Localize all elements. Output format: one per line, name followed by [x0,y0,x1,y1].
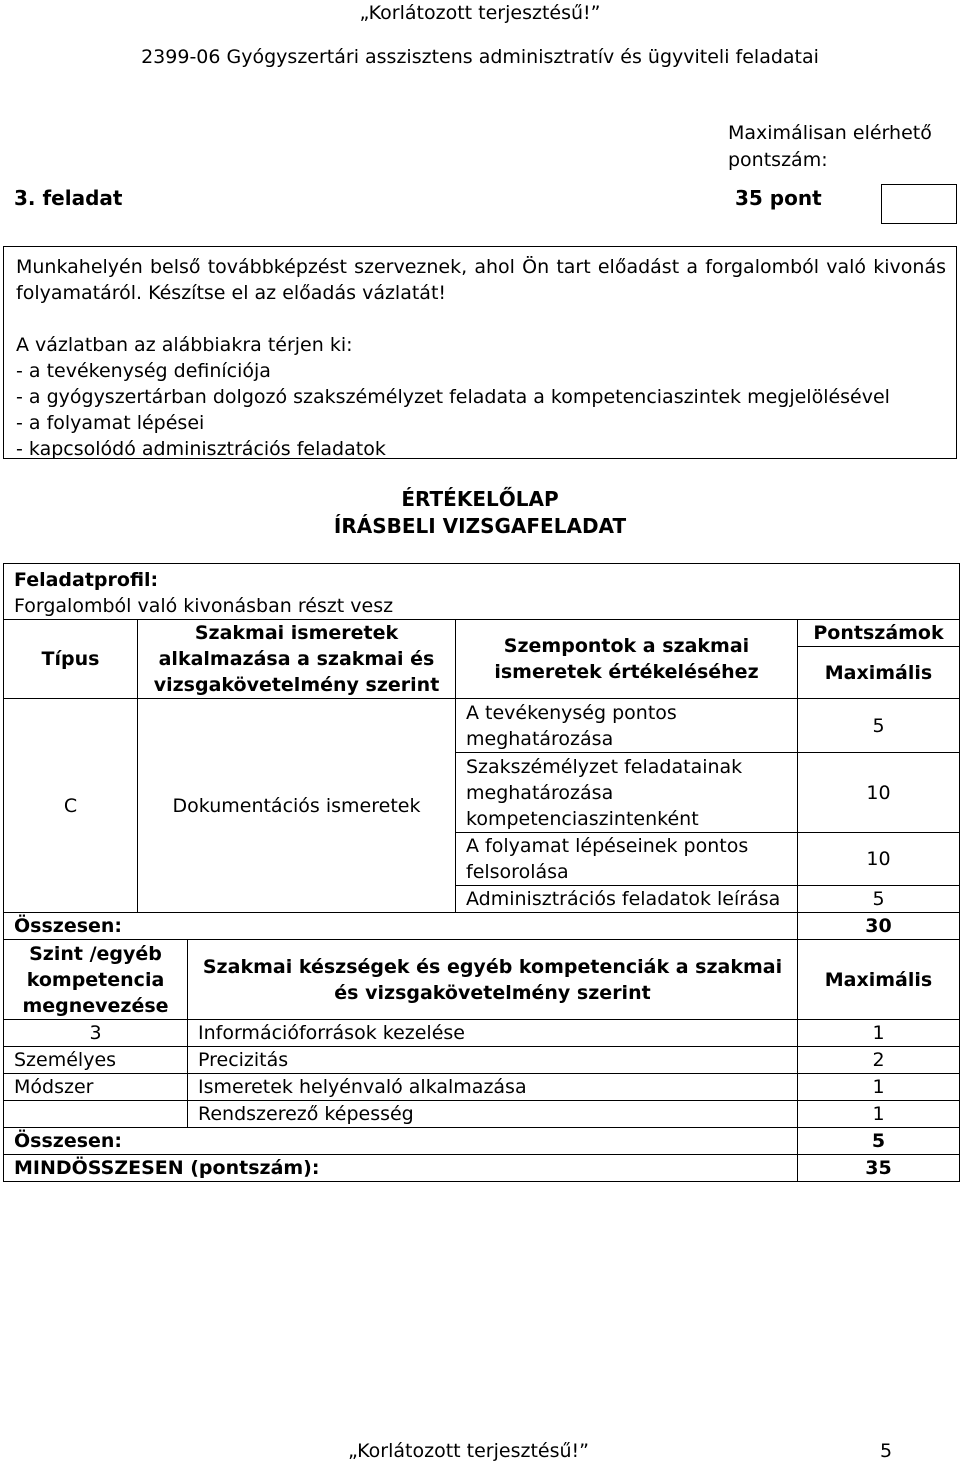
task-list-item: - a folyamat lépései [16,412,205,434]
col-skills-header: Szakmai készségek és egyéb kompetenciák a szakmai és vizsgakövetelmény szerint [188,940,798,1020]
grand-total-value: 35 [798,1155,960,1182]
task-list [16,332,956,462]
skill-level: 3 [4,1020,188,1047]
skill-points: 1 [798,1101,960,1128]
task-list-item: - a gyógyszertárban dolgozó szakszémélyzet feladata a kompetenciaszintek megjelölésével [16,386,890,408]
col-knowledge-header: Szakmai ismeretek alkalmazása a szakmai és vizsgakövetelmény szerint [138,620,456,699]
skill-name: Precizitás [188,1047,798,1074]
task-description: Munkahelyén belső továbbképzést szerveznek, ahol Ön tart előadást a forgalomból való kivonás folyamatáról. Készítse el az előadás vázlatát! [16,256,946,304]
col-points-header: Pontszámok [798,620,960,647]
task-points: 35 pont [735,186,822,210]
col-max-header: Maximális [798,647,960,699]
page-number: 5 [880,1440,893,1462]
task-list-item: - a tevékenység definíciója [16,360,271,382]
evaluation-title-line1: ÉRTÉKELŐLAP [401,487,559,511]
skill-name: Rendszerező képesség [188,1101,798,1128]
criteria-points: 5 [798,699,960,753]
header-subtitle: 2399-06 Gyógyszertári asszisztens adminisztratív és ügyviteli feladatai [141,46,819,68]
criteria-points: 5 [798,886,960,913]
skill-name: Információforrások kezelése [188,1020,798,1047]
skill-points: 1 [798,1020,960,1047]
evaluation-title [0,486,960,540]
skill-points: 1 [798,1074,960,1101]
profile-label: Feladatprofil: [14,569,159,591]
knowledge-value: Dokumentációs ismeretek [138,699,456,913]
task-list-item: - kapcsolódó adminisztrációs feladatok [16,438,386,460]
subtotal2-value: 5 [798,1128,960,1155]
max-points-label-line2: pontszám: [728,149,828,171]
score-box[interactable] [881,184,957,224]
skill-points: 2 [798,1047,960,1074]
footer-text: „Korlátozott terjesztésű!” [348,1440,589,1462]
criteria-text: Adminisztrációs feladatok leírása [456,886,798,913]
grand-total-label: MINDÖSSZESEN (pontszám): [4,1155,798,1182]
col-max2-header: Maximális [798,940,960,1020]
profile-value: Forgalomból való kivonásban részt vesz [14,595,394,617]
task-title: 3. feladat [14,186,123,210]
criteria-points: 10 [798,833,960,886]
subtotal1-value: 30 [798,913,960,940]
task-box [3,246,957,459]
skill-level: Módszer [4,1074,188,1101]
col-level-header: Szint /egyéb kompetencia megnevezése [4,940,188,1020]
profile-cell [4,564,960,620]
skill-name: Ismeretek helyénvaló alkalmazása [188,1074,798,1101]
max-points-label-line1: Maximálisan elérhető [728,122,932,144]
criteria-text: Szakszémélyzet feladatainak meghatározása kompetenciaszintenként [456,753,798,833]
evaluation-table [3,563,960,1182]
criteria-text: A folyamat lépéseinek pontos felsorolása [456,833,798,886]
col-criteria-header: Szempontok a szakmai ismeretek értékeléséhez [456,620,798,699]
subtotal2-label: Összesen: [4,1128,798,1155]
evaluation-title-line2: ÍRÁSBELI VIZSGAFELADAT [333,514,627,538]
col-type-header: Típus [4,620,138,699]
max-points-label [728,120,948,174]
header-title: „Korlátozott terjesztésű!” [359,2,601,24]
type-value: C [4,699,138,913]
criteria-points: 10 [798,753,960,833]
criteria-text: A tevékenység pontos meghatározása [456,699,798,753]
subtotal1-label: Összesen: [4,913,798,940]
skill-level [4,1101,188,1128]
skill-level: Személyes [4,1047,188,1074]
task-list-intro: A vázlatban az alábbiakra térjen ki: [16,334,353,356]
